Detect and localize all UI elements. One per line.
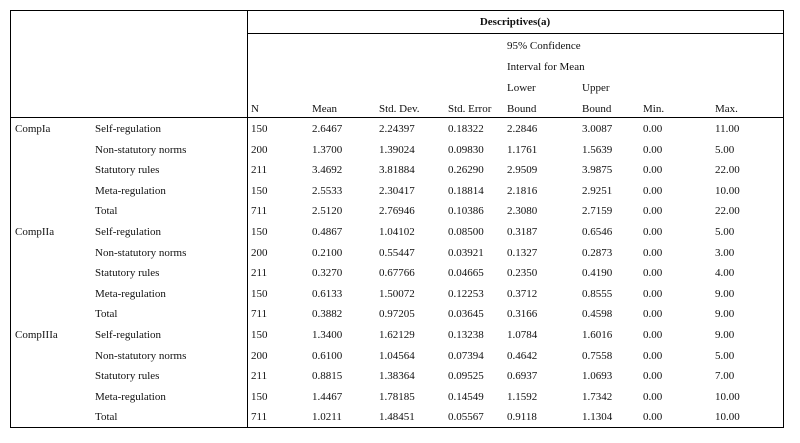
cell-min: 0.00 (643, 287, 663, 300)
row-label: Self-regulation (95, 226, 161, 238)
cell-min: 0.00 (643, 184, 663, 197)
row-label: Statutory rules (95, 164, 160, 177)
cell-mean: 1.4467 (312, 390, 343, 403)
cell-std-error: 0.14549 (448, 390, 484, 403)
cell-std-dev: 2.30417 (379, 184, 415, 197)
cell-max: 9.00 (715, 287, 735, 300)
cell-std-error: 0.03645 (448, 308, 484, 321)
descriptives-table (10, 10, 784, 428)
cell-lower-bound: 0.6937 (507, 370, 538, 383)
cell-std-dev: 1.48451 (379, 411, 415, 424)
cell-std-dev: 3.81884 (379, 164, 415, 177)
cell-std-dev: 1.39024 (379, 143, 415, 156)
cell-std-dev: 1.62129 (379, 329, 415, 341)
row-label: Non-statutory norms (95, 349, 187, 362)
cell-lower-bound: 0.1327 (507, 246, 538, 259)
group-label: CompIa (15, 123, 51, 135)
cell-lower-bound: 0.9118 (507, 411, 537, 424)
cell-max: 3.00 (715, 246, 735, 259)
header-divider (11, 117, 783, 118)
cell-n: 211 (251, 164, 268, 177)
cell-upper-bound: 0.8555 (582, 287, 613, 300)
cell-n: 150 (251, 390, 268, 403)
cell-std-dev: 1.04564 (379, 349, 415, 362)
cell-std-dev: 2.24397 (379, 123, 415, 135)
col-header-max: Max. (715, 103, 738, 115)
col-header-lower-bound: Bound (507, 103, 537, 115)
cell-upper-bound: 0.6546 (582, 226, 613, 238)
cell-lower-bound: 2.9509 (507, 164, 538, 177)
cell-std-dev: 0.97205 (379, 308, 415, 321)
cell-upper-bound: 1.7342 (582, 390, 613, 403)
cell-std-error: 0.03921 (448, 246, 484, 259)
col-header-std-error: Std. Error (448, 103, 492, 115)
cell-min: 0.00 (643, 411, 663, 424)
cell-upper-bound: 0.4598 (582, 308, 613, 321)
cell-std-error: 0.18814 (448, 184, 484, 197)
cell-min: 0.00 (643, 267, 663, 280)
cell-upper-bound: 1.1304 (582, 411, 613, 424)
cell-std-dev: 1.04102 (379, 226, 415, 238)
cell-mean: 2.5120 (312, 205, 343, 218)
cell-std-dev: 1.50072 (379, 287, 415, 300)
cell-mean: 1.3700 (312, 143, 343, 156)
cell-std-error: 0.04665 (448, 267, 484, 280)
cell-max: 10.00 (715, 184, 740, 197)
cell-mean: 0.3882 (312, 308, 343, 321)
cell-min: 0.00 (643, 390, 663, 403)
cell-std-dev: 1.38364 (379, 370, 415, 383)
cell-mean: 2.5533 (312, 184, 343, 197)
group-label: CompIIa (15, 226, 55, 238)
cell-std-error: 0.09525 (448, 370, 484, 383)
cell-mean: 2.6467 (312, 123, 343, 135)
row-label: Statutory rules (95, 370, 160, 383)
cell-std-error: 0.12253 (448, 287, 484, 300)
cell-lower-bound: 2.2846 (507, 123, 538, 135)
cell-min: 0.00 (643, 123, 663, 135)
col-header-mean: Mean (312, 103, 338, 115)
cell-n: 211 (251, 267, 268, 280)
cell-upper-bound: 0.4190 (582, 267, 613, 280)
cell-std-error: 0.10386 (448, 205, 484, 218)
cell-n: 711 (251, 205, 268, 218)
cell-min: 0.00 (643, 164, 663, 177)
cell-max: 5.00 (715, 143, 735, 156)
row-label: Meta-regulation (95, 184, 166, 197)
cell-lower-bound: 0.4642 (507, 349, 538, 362)
cell-upper-bound: 1.6016 (582, 329, 613, 341)
cell-mean: 0.3270 (312, 267, 343, 280)
row-label: Meta-regulation (95, 390, 166, 403)
cell-n: 150 (251, 287, 268, 300)
cell-lower-bound: 1.1592 (507, 390, 538, 403)
cell-n: 211 (251, 370, 268, 383)
row-label: Self-regulation (95, 123, 161, 135)
col-header-std-dev: Std. Dev. (379, 103, 420, 115)
cell-max: 22.00 (715, 164, 740, 177)
cell-mean: 0.8815 (312, 370, 343, 383)
cell-n: 200 (251, 246, 268, 259)
cell-min: 0.00 (643, 370, 663, 383)
cell-n: 150 (251, 184, 268, 197)
cell-upper-bound: 1.5639 (582, 143, 613, 156)
cell-std-dev: 2.76946 (379, 205, 415, 218)
row-label: Non-statutory norms (95, 246, 187, 259)
cell-max: 9.00 (715, 308, 735, 321)
table-title: Descriptives(a) (479, 16, 551, 28)
cell-max: 9.00 (715, 329, 735, 341)
cell-n: 200 (251, 143, 268, 156)
cell-mean: 1.3400 (312, 329, 343, 341)
cell-min: 0.00 (643, 246, 663, 259)
col-header-upper-bound: Bound (582, 103, 612, 115)
row-label: Total (95, 411, 118, 424)
cell-max: 7.00 (715, 370, 735, 383)
cell-min: 0.00 (643, 329, 663, 341)
cell-min: 0.00 (643, 349, 663, 362)
cell-std-error: 0.18322 (448, 123, 484, 135)
cell-upper-bound: 0.7558 (582, 349, 613, 362)
cell-lower-bound: 1.0784 (507, 329, 538, 341)
cell-n: 150 (251, 329, 268, 341)
row-label: Total (95, 308, 118, 321)
row-label: Self-regulation (95, 329, 161, 341)
cell-max: 22.00 (715, 205, 740, 218)
column-divider (247, 11, 248, 427)
cell-upper-bound: 3.0087 (582, 123, 613, 135)
cell-upper-bound: 0.2873 (582, 246, 613, 259)
cell-lower-bound: 2.3080 (507, 205, 538, 218)
cell-lower-bound: 0.2350 (507, 267, 538, 280)
cell-upper-bound: 1.0693 (582, 370, 613, 383)
col-header-n: N (251, 103, 259, 115)
cell-max: 5.00 (715, 226, 735, 238)
cell-mean: 0.4867 (312, 226, 343, 238)
cell-n: 150 (251, 123, 268, 135)
cell-mean: 1.0211 (312, 411, 342, 424)
col-header-min: Min. (643, 103, 665, 115)
ci-header-line2: Interval for Mean (507, 61, 585, 73)
cell-mean: 0.6133 (312, 287, 343, 300)
cell-max: 4.00 (715, 267, 735, 280)
cell-std-error: 0.07394 (448, 349, 484, 362)
cell-std-dev: 1.78185 (379, 390, 415, 403)
cell-upper-bound: 2.9251 (582, 184, 613, 197)
cell-n: 200 (251, 349, 268, 362)
cell-mean: 0.2100 (312, 246, 343, 259)
cell-std-error: 0.26290 (448, 164, 484, 177)
cell-upper-bound: 3.9875 (582, 164, 613, 177)
cell-std-dev: 0.67766 (379, 267, 415, 280)
row-label: Total (95, 205, 118, 218)
cell-std-error: 0.09830 (448, 143, 484, 156)
cell-n: 711 (251, 411, 268, 424)
lower-header-top: Lower (507, 82, 536, 94)
cell-min: 0.00 (643, 308, 663, 321)
cell-lower-bound: 0.3187 (507, 226, 538, 238)
cell-lower-bound: 0.3712 (507, 287, 538, 300)
cell-lower-bound: 2.1816 (507, 184, 538, 197)
cell-std-error: 0.08500 (448, 226, 484, 238)
cell-lower-bound: 1.1761 (507, 143, 538, 156)
cell-std-dev: 0.55447 (379, 246, 415, 259)
cell-max: 5.00 (715, 349, 735, 362)
cell-max: 10.00 (715, 390, 740, 403)
cell-std-error: 0.05567 (448, 411, 484, 424)
cell-std-error: 0.13238 (448, 329, 484, 341)
cell-mean: 3.4692 (312, 164, 343, 177)
cell-max: 10.00 (715, 411, 740, 424)
row-label: Non-statutory norms (95, 143, 187, 156)
row-label: Meta-regulation (95, 287, 166, 300)
ci-header-line1: 95% Confidence (507, 40, 581, 52)
cell-min: 0.00 (643, 226, 663, 238)
cell-n: 711 (251, 308, 268, 321)
cell-min: 0.00 (643, 205, 663, 218)
cell-n: 150 (251, 226, 268, 238)
title-divider (247, 33, 783, 34)
cell-mean: 0.6100 (312, 349, 343, 362)
cell-min: 0.00 (643, 143, 663, 156)
cell-max: 11.00 (715, 123, 740, 135)
upper-header-top: Upper (582, 82, 610, 94)
cell-lower-bound: 0.3166 (507, 308, 538, 321)
row-label: Statutory rules (95, 267, 160, 280)
cell-upper-bound: 2.7159 (582, 205, 613, 218)
group-label: CompIIIa (15, 329, 58, 341)
